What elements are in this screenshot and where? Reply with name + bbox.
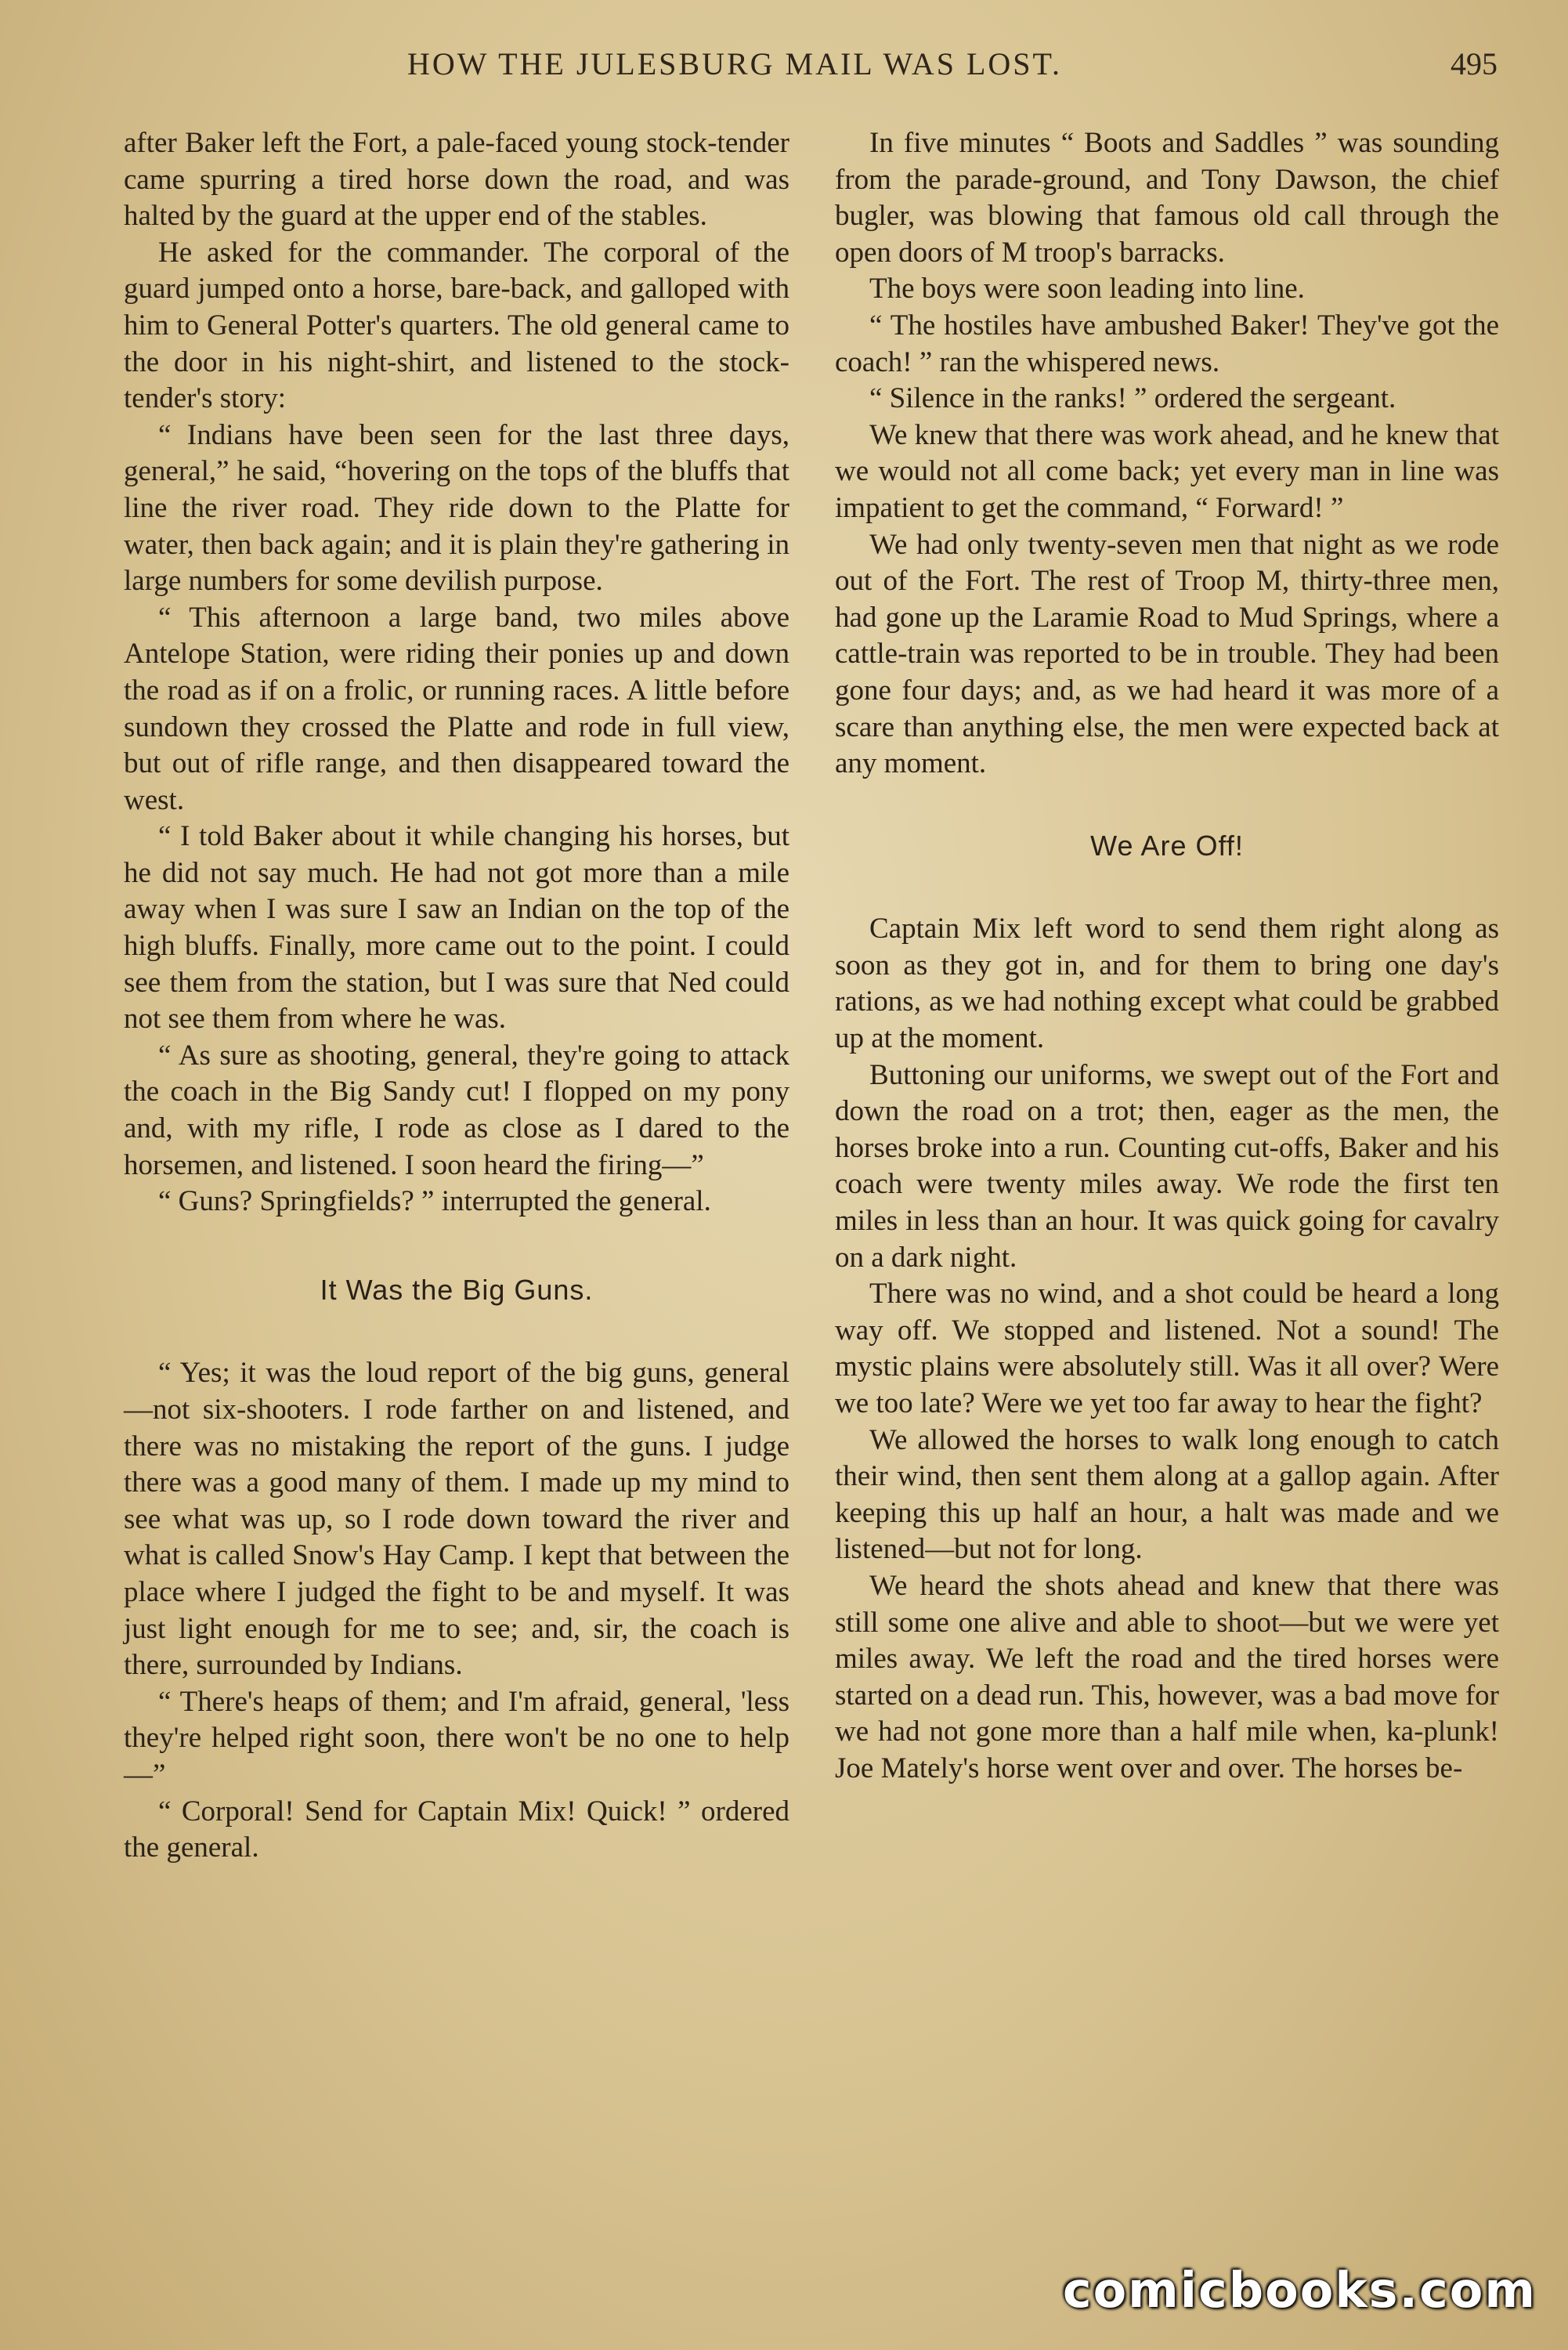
running-header [125, 45, 1498, 92]
paragraph: We allowed the horses to walk long enough to catch their wind, then sent them along at a gallop again. After keeping this up half an hour, a halt was made and we listened—but not for long. [835, 1423, 1499, 1566]
paragraph: Captain Mix left word to send them right along as soon as they got in, and for them to bring one day's rations, as we had nothing except what could be grabbed up at the moment. [835, 913, 1499, 1055]
left-column [124, 125, 789, 1867]
paragraph: “ The hostiles have ambushed Baker! They've got the coach! ” ran the whispered news. [835, 309, 1499, 378]
paragraph: “ Guns? Springfields? ” interrupted the general. [158, 1185, 711, 1218]
paragraph: Buttoning our uniforms, we swept out of the Fort and down the road on a trot; then, eager as the men, the horses broke into a run. Counting cut-offs, Baker and his coach were twenty miles away. We rode the first ten miles in less than an hour. It was quick going for cavalry on a dark night. [835, 1058, 1499, 1274]
paragraph: There was no wind, and a shot could be heard a long way off. We stopped and listened. Not a sound! The mystic plains were absolutely still. Was it all over? Were we too late? Were we yet too far away to hear the fight? [835, 1278, 1499, 1419]
running-title: HOW THE JULESBURG MAIL WAS LOST. [407, 46, 1063, 81]
paragraph: “ As sure as shooting, general, they're going to attack the coach in the Big Sandy cut! I flopped on my pony and, with my rifle, I rode as close as I dared to the horsemen, and listened. I soon heard the firing—” [124, 1039, 789, 1181]
paragraph: The boys were soon leading into line. [869, 273, 1305, 306]
paragraph: We knew that there was work ahead, and he knew that we would not all come back; yet every man in line was impatient to get the command, “ Forward! ” [835, 418, 1499, 524]
paragraph: after Baker left the Fort, a pale-faced young stock-tender came spurring a tired horse down the road, and was halted by the guard at the upper end of the stables. [124, 127, 789, 233]
paragraph: He asked for the commander. The corporal of the guard jumped onto a horse, bare-back, and galloped with him to General Potter's quarters. The old general came to the door in his night-shirt, and listened to the stock-tender's story: [124, 236, 789, 415]
section-subheading: It Was the Big Guns. [320, 1273, 594, 1306]
section-subheading: We Are Off! [1090, 829, 1244, 862]
watermark: comicbooks.com [1062, 2261, 1537, 2319]
paragraph: “ Yes; it was the loud report of the big guns, general—not six-shooters. I rode farther on and listened, and there was no mistaking the report of the guns. I judge there was a good many of them. I made up my mind to see what was up, so I rode down toward the river and what is called Snow's Hay Camp. I kept that between the place where I judged the fight to be and myself. It was just light enough for me to see; and, sir, the coach is there, surrounded by Indians. [124, 1357, 789, 1682]
paragraph: “ I told Baker about it while changing his horses, but he did not say much. He had not got more than a mile away when I was sure I saw an Indian on the top of the high bluffs. Finally, more came out to the point. I could see them from the station, but I was sure that Ned could not see them from where he was. [124, 820, 789, 1036]
page-number: 495 [1451, 46, 1498, 81]
paragraph: “ Indians have been seen for the last three days, general,” he said, “hovering on the tops of the bluffs that line the river road. They ride down to the Platte for water, then back again; and it is plain they're gathering in large numbers for some devilish purpose. [124, 418, 789, 598]
paragraph: “ Corporal! Send for Captain Mix! Quick! ” ordered the general. [124, 1795, 789, 1864]
paragraph: “ There's heaps of them; and I'm afraid, general, 'less they're helped right soon, there won't be no one to help—” [124, 1685, 789, 1791]
paragraph: In five minutes “ Boots and Saddles ” was sounding from the parade-ground, and Tony Dawson, the chief bugler, was blowing that famous old call through the open doors of M troop's barracks. [835, 127, 1499, 269]
paragraph: We had only twenty-seven men that night as we rode out of the Fort. The rest of Troop M, thirty-three men, had gone up the Laramie Road to Mud Springs, where a cattle-train was reported to be in trouble. They had been gone four days; and, as we had heard it was more of a scare than anything else, the men were expected back at any moment. [835, 528, 1499, 780]
paragraph: “ This afternoon a large band, two miles above Antelope Station, were riding their ponies up and down the road as if on a frolic, or running races. A little before sundown they crossed the Platte and rode in full view, but out of rifle range, and then disappeared toward the west. [124, 601, 789, 816]
right-column [835, 125, 1499, 1788]
paragraph: We heard the shots ahead and knew that there was still some one alive and able to shoot—but we were yet miles away. We left the road and the tired horses were started on a dead run. This, however, was a bad move for we had not gone more than a half mile when, ka-plunk! Joe Mately's horse went over and over. The horses be- [835, 1569, 1499, 1784]
paragraph: “ Silence in the ranks! ” ordered the sergeant. [869, 382, 1396, 415]
